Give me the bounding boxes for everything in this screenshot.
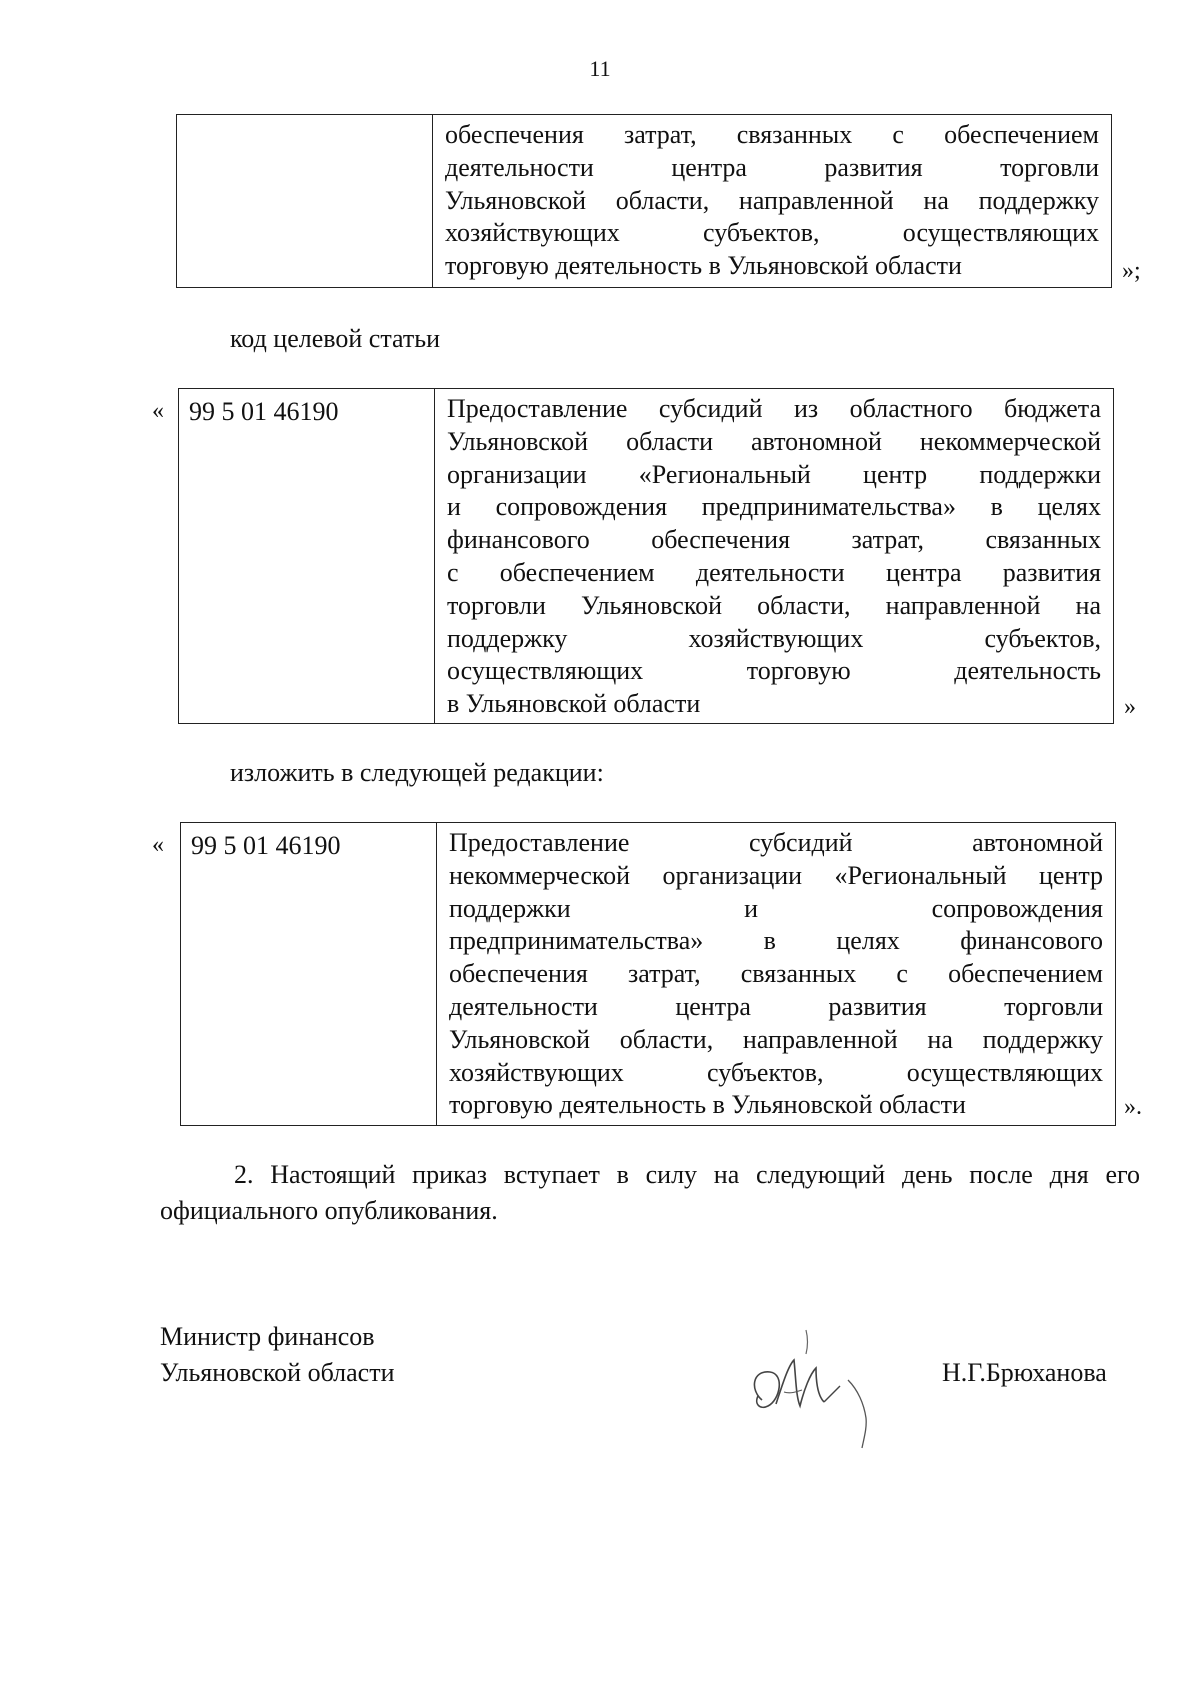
description-cell (437, 823, 1115, 1125)
page-number: 11 (589, 56, 611, 81)
description-line: поддержки и сопровождения (449, 893, 1103, 923)
description-line: и сопровождения предпринимательства» в целях (447, 492, 1101, 522)
signatory-name: Н.Г.Брюханова (942, 1358, 1107, 1387)
description-line: хозяйствующих субъектов, осуществляющих (445, 218, 1099, 248)
description-cell (435, 389, 1113, 723)
code-cell: 99 5 01 46190 (179, 389, 435, 723)
description-line: торговую деятельность в Ульяновской области (445, 251, 962, 281)
closing-quote: » (1124, 694, 1136, 720)
description-line: деятельности центра развития торговли (449, 991, 1103, 1021)
closing-quote: »; (1122, 258, 1141, 284)
table-new-edition (180, 822, 1116, 1126)
clause-2-line-1: 2. Настоящий приказ вступает в силу на следующий день после дня его (234, 1160, 1140, 1189)
handwritten-signature (740, 1320, 900, 1460)
table-old-edition (178, 388, 1114, 724)
description-cell (433, 115, 1111, 287)
description-line: с обеспечением деятельности центра развития (447, 557, 1101, 587)
description-line: обеспечения затрат, связанных с обеспечением (449, 959, 1103, 989)
description-line: Ульяновской области, направленной на поддержку (449, 1024, 1103, 1054)
description-line: торговую деятельность в Ульяновской области (449, 1090, 966, 1120)
paragraph-code-label: код целевой статьи (230, 324, 440, 353)
description-line: предпринимательства» в целях финансового (449, 926, 1103, 956)
description-line: обеспечения затрат, связанных с обеспечением (445, 120, 1099, 149)
signatory-position-line-1: Министр финансов (160, 1322, 375, 1351)
description-line: некоммерческой организации «Региональный центр (449, 860, 1103, 890)
description-line: Предоставление субсидий автономной (449, 828, 1103, 857)
opening-quote: « (152, 398, 164, 424)
description-line: поддержку хозяйствующих субъектов, (447, 623, 1101, 653)
paragraph-new-edition: изложить в следующей редакции: (230, 758, 604, 787)
description-line: торговли Ульяновской области, направленной на (447, 590, 1101, 620)
description-line: деятельности центра развития торговли (445, 152, 1099, 182)
signatory-position-line-2: Ульяновской области (160, 1358, 395, 1387)
opening-quote: « (152, 832, 164, 858)
description-line: Ульяновской области, направленной на поддержку (445, 185, 1099, 215)
description-line: осуществляющих торговую деятельность (447, 656, 1101, 686)
description-line: финансового обеспечения затрат, связанных (447, 525, 1101, 555)
closing-quote: ». (1124, 1094, 1142, 1120)
code-cell: 99 5 01 46190 (181, 823, 437, 1125)
code-cell-empty (177, 115, 433, 287)
description-line: Предоставление субсидий из областного бюджета (447, 394, 1101, 423)
description-line: Ульяновской области автономной некоммерческой (447, 426, 1101, 456)
description-line: в Ульяновской области (447, 689, 701, 719)
description-line: организации «Региональный центр поддержки (447, 459, 1101, 489)
description-line: хозяйствующих субъектов, осуществляющих (449, 1057, 1103, 1087)
table-continuation (176, 114, 1112, 288)
clause-2-line-2: официального опубликования. (160, 1196, 498, 1225)
